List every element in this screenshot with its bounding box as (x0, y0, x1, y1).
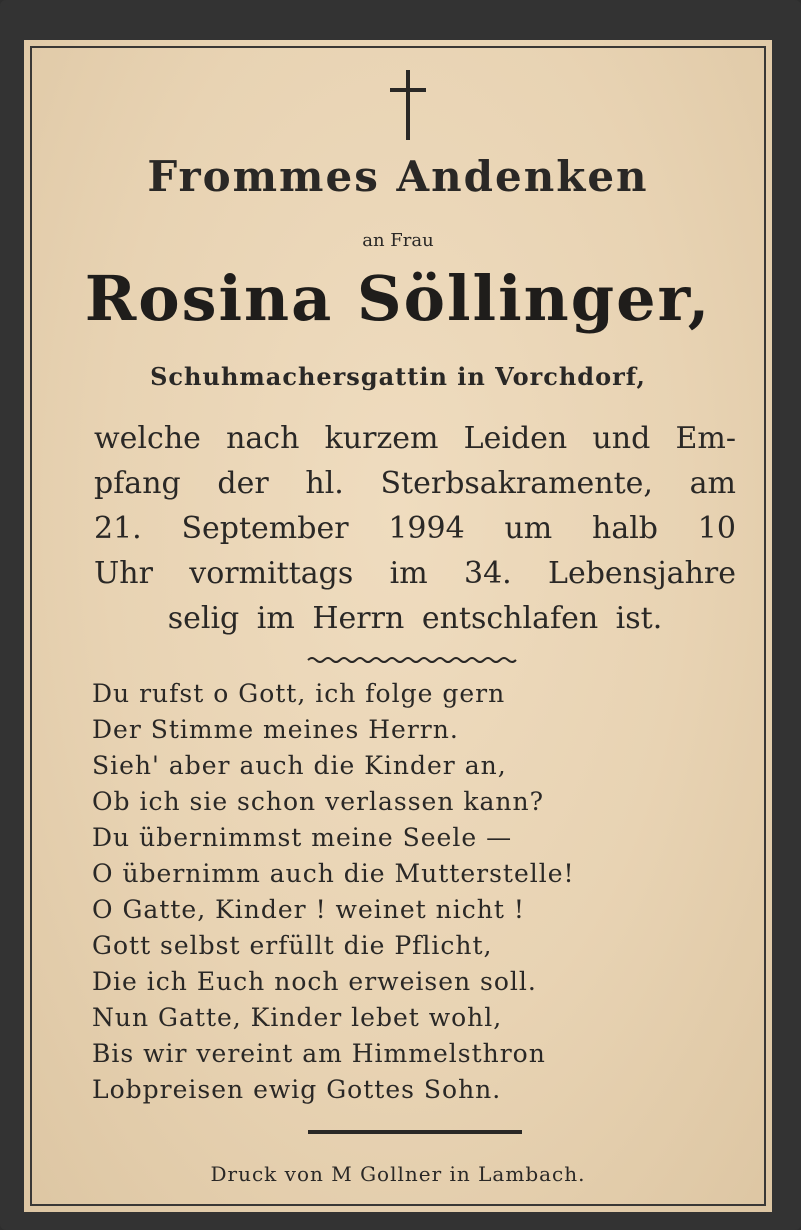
poem-line: Ob ich sie schon verlassen kann? (92, 787, 545, 816)
word: nach (226, 421, 300, 456)
word: der (217, 466, 269, 501)
word: im (389, 556, 428, 591)
word: 1994 (388, 511, 465, 546)
word: Uhr (94, 556, 153, 591)
paragraph-line (94, 596, 736, 641)
wavy-divider (306, 654, 518, 666)
word: Sterbsakramente, (380, 466, 653, 501)
word: 34. (463, 556, 512, 591)
poem-line: Die ich Euch noch erweisen soll. (92, 967, 537, 996)
word: September (181, 511, 349, 546)
paragraph-line (94, 551, 736, 596)
word: welche (94, 421, 201, 456)
word: 21. (94, 511, 142, 546)
word: Leiden (463, 421, 568, 456)
printer-imprint: Druck von M Gollner in Lambach. (210, 1162, 586, 1186)
poem-line: Sieh' aber auch die Kinder an, (92, 751, 507, 780)
word: um (504, 511, 553, 546)
card-title: Frommes Andenken (147, 152, 649, 201)
poem-line: Lobpreisen ewig Gottes Sohn. (92, 1075, 502, 1104)
poem-line: Nun Gatte, Kinder lebet wohl, (92, 1003, 503, 1032)
paragraph-line (94, 416, 736, 461)
deceased-name: Rosina Söllinger, (84, 262, 712, 335)
word: hl. (305, 466, 344, 501)
cross-icon (388, 68, 428, 148)
memorial-card (24, 40, 772, 1212)
salutation: an Frau (362, 230, 434, 251)
poem-line: O übernimm auch die Mutterstelle! (92, 859, 575, 888)
word: am (689, 466, 736, 501)
word: und (592, 421, 651, 456)
word: 10 (697, 511, 736, 546)
word: halb (592, 511, 659, 546)
word: Lebensjahre (548, 556, 736, 591)
divider-rule (308, 1130, 522, 1134)
poem-line: Gott selbst erfüllt die Pflicht, (92, 931, 493, 960)
poem-line: Bis wir vereint am Himmelsthron (92, 1039, 546, 1068)
death-notice-paragraph (94, 416, 736, 641)
poem-line: Du übernimmst meine Seele — (92, 823, 513, 852)
word: pfang (94, 466, 181, 501)
paragraph-line (94, 461, 736, 506)
poem-line: Der Stimme meines Herrn. (92, 715, 459, 744)
line-text: selig im Herrn entschlafen ist. (167, 601, 663, 636)
word: Em- (675, 421, 736, 456)
paragraph-line (94, 506, 736, 551)
word: vormittags (189, 556, 354, 591)
word: kurzem (324, 421, 439, 456)
poem (92, 676, 692, 1108)
poem-line: O Gatte, Kinder ! weinet nicht ! (92, 895, 525, 924)
occupation-line: Schuhmachersgattin in Vorchdorf, (150, 362, 646, 391)
poem-line: Du rufst o Gott, ich folge gern (92, 679, 506, 708)
